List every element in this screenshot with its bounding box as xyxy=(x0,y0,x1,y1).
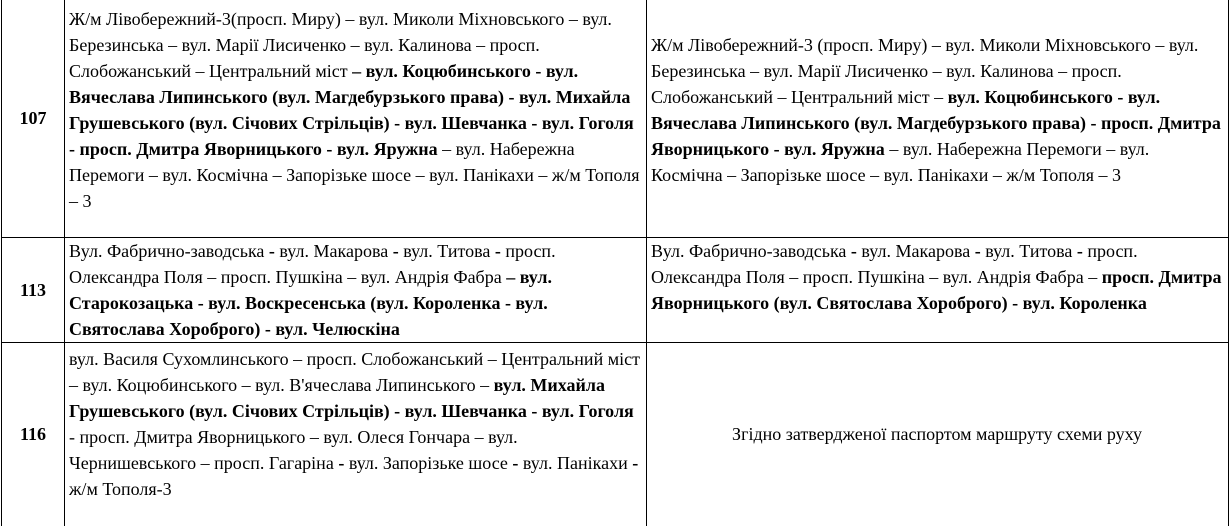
proposed-route-text xyxy=(647,0,1229,237)
route-segment: вул. Василя Сухомлинського – просп. Слобожанський – Центральний міст – вул. Коцюбинського – вул. В'ячеслава Липинського – xyxy=(69,348,640,395)
route-segment-bold: просп. Дмитра Яворницького (вул. Святослава Хороброго) - вул. Короленка xyxy=(651,266,1222,313)
route-segment-bold: - xyxy=(632,452,639,473)
route-segment-bold: - xyxy=(850,240,857,261)
route-segment: вул. Макарова xyxy=(274,240,393,261)
route-segment: Ж/м Лівобережний-3(просп. Миру) – вул. Миколи Міхновського – вул. Березинська – вул. Марії Лисиченко – вул. Калинова – просп. Слобожанський – Центральний міст xyxy=(69,9,612,81)
current-route-text xyxy=(65,342,647,526)
current-route-text xyxy=(65,237,647,342)
table-row xyxy=(2,237,1229,342)
table-row xyxy=(2,342,1229,526)
route-segment: – вул. Набережна Перемоги – вул. Космічна – Запорізьке шосе – вул. Панікахи – ж/м Тополя – 3 xyxy=(651,139,1150,185)
route-number: 116 xyxy=(2,342,65,526)
route-segment: – вул. Набережна Перемоги – вул. Космічна – Запорізьке шосе – вул. Панікахи – ж/м Тополя – 3 xyxy=(69,139,640,211)
route-segment: вул. Макарова xyxy=(856,240,975,261)
route-segment-bold: - xyxy=(338,452,345,473)
route-number: 107 xyxy=(2,0,65,237)
current-route-text xyxy=(65,0,647,237)
table-row xyxy=(2,0,1229,237)
proposed-route-text xyxy=(647,237,1229,342)
route-segment: Ж/м Лівобережний-3 (просп. Миру) – вул. Миколи Міхновського – вул. Березинська – вул. Марії Лисиченко – вул. Калинова – просп. Слобожанський – Центральний міст – xyxy=(651,35,1199,107)
proposed-route-note: Згідно затвердженої паспортом маршруту схеми руху xyxy=(647,342,1229,526)
route-segment-bold: - xyxy=(392,240,399,261)
route-segment: Вул. Фабрично-заводська xyxy=(69,240,269,261)
route-segment: - просп. Дмитра Яворницького – вул. Олеся Гончара – вул. Чернишевського – просп. Гагаріна xyxy=(69,426,518,473)
route-segment: вул. Титова xyxy=(980,240,1077,261)
route-segment: вул. Запорізьке шосе xyxy=(344,452,513,473)
route-segment-bold: вул. Михайла Грушевського (вул. Січових Стрільців) - вул. Шевчанка - вул. Гоголя xyxy=(69,374,634,421)
route-segment-bold: вул. Коцюбинського - вул. Вячеслава Липинського (вул. Магдебурзького права) - просп. Дмитра Яворницького - вул. Яружна xyxy=(651,87,1221,159)
route-segment-bold: – вул. Старокозацька - вул. Воскресенська (вул. Короленка - вул. Святослава Хороброго) - вул. Челюскіна xyxy=(69,266,552,339)
route-segment: вул. Титова xyxy=(398,240,495,261)
route-segment: просп. Олександра Поля – просп. Пушкіна – вул. Андрія Фабра – xyxy=(651,240,1138,287)
route-segment-bold: - xyxy=(512,452,519,473)
route-segment-bold: - xyxy=(1076,240,1083,261)
routes-table xyxy=(1,0,1229,526)
route-segment: Вул. Фабрично-заводська xyxy=(651,240,851,261)
route-number: 113 xyxy=(2,237,65,342)
route-segment-bold: - xyxy=(268,240,275,261)
route-segment: ж/м Тополя-3 xyxy=(69,478,172,499)
route-segment: вул. Панікахи xyxy=(518,452,633,473)
route-segment-bold: - xyxy=(494,240,501,261)
route-segment: просп. Олександра Поля – просп. Пушкіна – вул. Андрія Фабра xyxy=(69,240,556,287)
route-segment-bold: – вул. Коцюбинського - вул. Вячеслава Липинського (вул. Магдебурзького права) - вул. Михайла Грушевського (вул. Січових Стрільців) - вул. Шевчанка - вул. Гоголя - просп. Дмитра Яворницького - вул. Яружна xyxy=(69,61,634,159)
route-segment-bold: - xyxy=(974,240,981,261)
